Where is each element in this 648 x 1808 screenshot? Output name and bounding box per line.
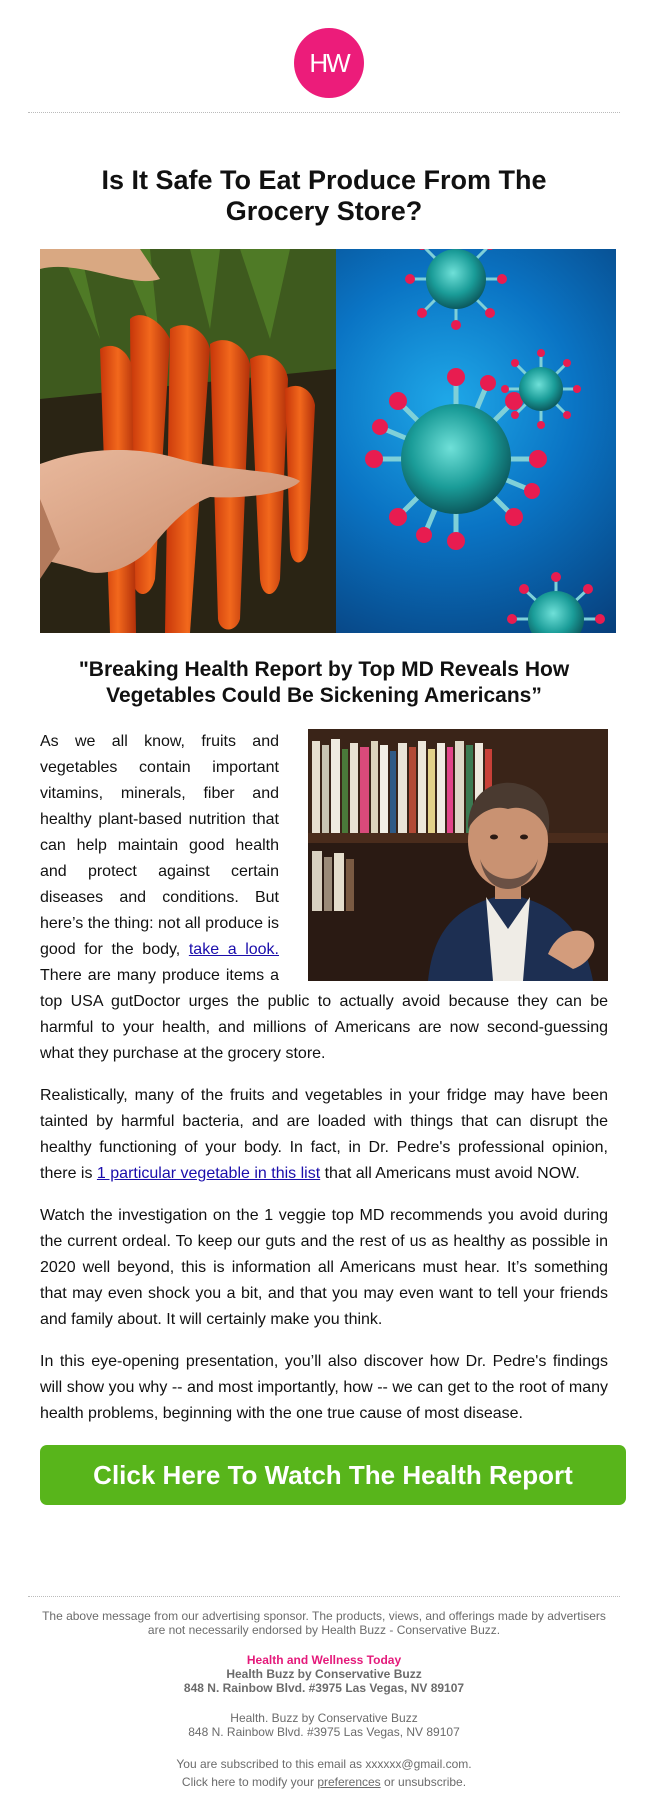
unsubscribe-text[interactable]: or unsubscribe.	[380, 1775, 467, 1789]
brand-logo[interactable]	[294, 28, 364, 98]
take-a-look-link[interactable]: take a look.	[188, 941, 279, 958]
advertiser-disclaimer: The above message from our advertising sponsor. The products, views, and offerings made by advertisers are not necessarily endorsed by Health Buzz - Conservative Buzz.	[42, 1609, 606, 1637]
doctor-photo[interactable]	[308, 729, 608, 981]
vegetable-list-link[interactable]: 1 particular vegetable in this list	[96, 1165, 321, 1182]
hero-image[interactable]	[40, 249, 616, 633]
virus-illustration	[336, 249, 616, 633]
watch-health-report-button[interactable]: Click Here To Watch The Health Report	[40, 1445, 626, 1505]
paragraph-4: In this eye-opening presentation, you’ll also discover how Dr. Pedre's findings will show you why -- and most importantly, how -- we can get to the root of many health problems, beginning with the one true cause of most disease.	[40, 1353, 608, 1422]
carrots-photo	[40, 249, 336, 633]
paragraph-3: Watch the investigation on the 1 veggie top MD recommends you avoid during the current ordeal. To keep our guts and the rest of us as healthy as possible in 2020 well beyond, this is information all Americans must hear. It’s something that may even shock you a bit, and that you may even want to tell your friends and family about. It will certainly make you think.	[40, 1207, 608, 1328]
modify-text: Click here to modify your	[181, 1775, 318, 1789]
article-headline: Is It Safe To Eat Produce From The Grocery Store?	[101, 165, 547, 226]
footer-address: 848 N. Rainbow Blvd. #3975 Las Vegas, NV 89107	[188, 1725, 460, 1739]
footer-brand-name: Health and Wellness Today	[246, 1653, 402, 1667]
paragraph-1-text-cont: There are many produce items a top USA gutDoctor urges the public to actually avoid because they can be harmful to your health, and millions of Americans are now second-guessing what they purchase at the grocery store.	[40, 967, 608, 1062]
footer-company: Health. Buzz by Conservative Buzz	[230, 1711, 418, 1725]
paragraph-2-text: Realistically, many of the fruits and vegetables in your fridge may have been tainted by harmful bacteria, and are loaded with things that can disrupt the healthy functioning of your body. In fact, in Dr. Pedre's professional opinion, there is	[40, 1087, 608, 1182]
subscription-info	[28, 1755, 620, 1791]
preferences-link[interactable]: preferences	[317, 1775, 381, 1789]
subscribed-email-text: You are subscribed to this email as xxxxxx@gmail.com.	[176, 1757, 472, 1771]
email-footer	[28, 1596, 620, 1791]
paragraph-2	[40, 1083, 608, 1187]
email-header	[28, 0, 620, 113]
modify-preferences-line	[28, 1773, 620, 1791]
article-content	[40, 165, 608, 1505]
paragraph-1-text: As we all know, fruits and vegetables contain important vitamins, minerals, fiber and healthy plant-based nutrition that can help maintain good health and protect against certain diseases and conditions. But here’s the thing: not all produce is good for the body,	[40, 733, 279, 958]
paragraph-2-text-cont: that all Americans must avoid NOW.	[320, 1165, 580, 1182]
article-subhead: "Breaking Health Report by Top MD Reveals How Vegetables Could Be Sickening Americans”	[78, 658, 570, 707]
paragraph-1	[40, 729, 608, 1067]
footer-address-bold: 848 N. Rainbow Blvd. #3975 Las Vegas, NV 89107	[183, 1681, 465, 1695]
footer-company-bold: Health Buzz by Conservative Buzz	[226, 1667, 422, 1681]
logo-text: HW	[309, 47, 349, 78]
